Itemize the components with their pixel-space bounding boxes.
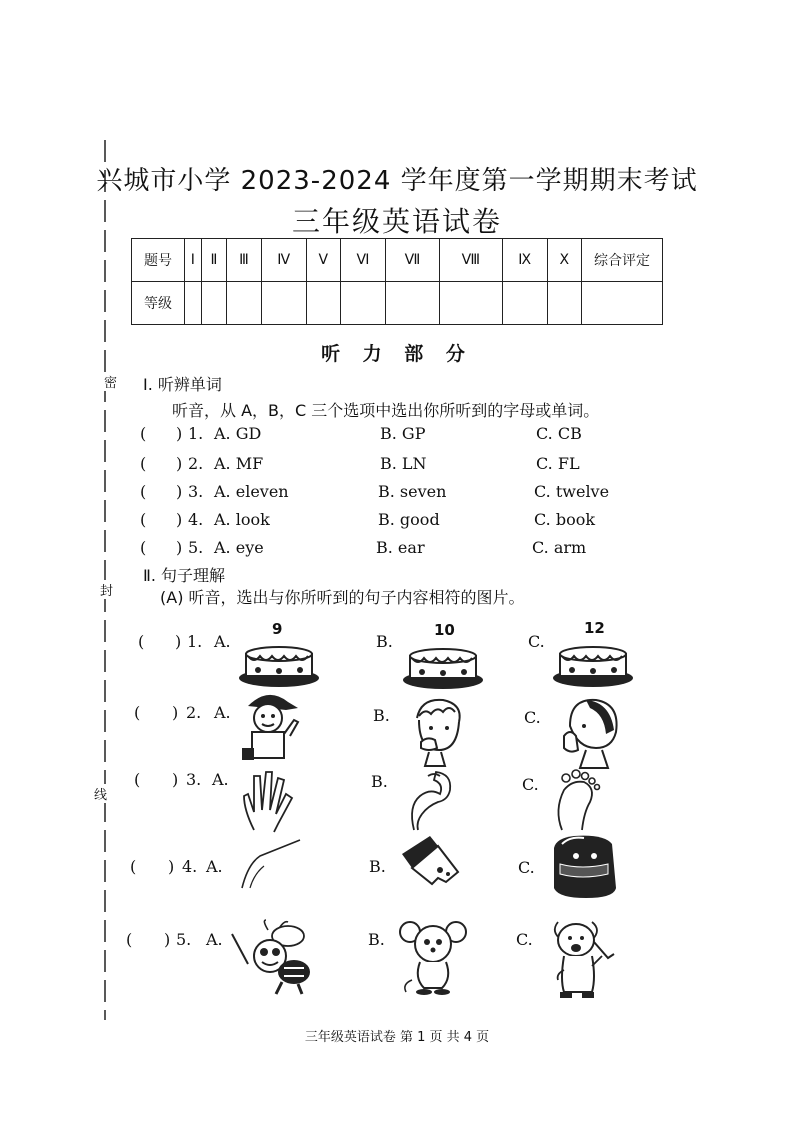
part2-instruction: (A) 听音，选出与你所听到的句子内容相符的图片。 — [160, 588, 525, 607]
answer-paren-close: ) — [176, 510, 183, 529]
question-number: 4. — [188, 510, 204, 529]
col-3: Ⅲ — [227, 239, 261, 282]
answer-paren-close: ) — [172, 770, 179, 789]
grade-cell[interactable] — [547, 282, 581, 325]
answer-paren-open[interactable]: ( — [130, 857, 137, 876]
question-number: 4. — [182, 857, 198, 876]
col-10: Ⅹ — [547, 239, 581, 282]
grade-cell[interactable] — [385, 282, 439, 325]
cake-icon — [238, 638, 320, 688]
answer-paren-close: ) — [176, 424, 183, 443]
option-b: B. — [376, 632, 393, 651]
part2-title: Ⅱ. 句子理解 — [143, 566, 226, 585]
answer-paren-close: ) — [175, 632, 182, 651]
question-number: 5. — [176, 930, 192, 949]
option-c: C. — [528, 632, 545, 651]
option-a: A. eye — [214, 538, 264, 557]
col-4: Ⅳ — [261, 239, 306, 282]
option-a: A. — [206, 857, 223, 876]
option-a: A. GD — [214, 424, 262, 443]
answer-paren-close: ) — [164, 930, 171, 949]
side-mark-feng: 封 — [100, 580, 113, 599]
boy-covering-mouth-icon — [403, 696, 469, 768]
col-6: Ⅵ — [340, 239, 385, 282]
grade-cell[interactable] — [340, 282, 385, 325]
option-b: B. — [373, 706, 390, 725]
page-footer: 三年级英语试卷 第 1 页 共 4 页 — [304, 1030, 490, 1045]
answer-paren-close: ) — [172, 703, 179, 722]
cake-candle-label-9: 9 — [272, 620, 283, 638]
col-7: Ⅶ — [385, 239, 439, 282]
row-label-grade: 等级 — [132, 282, 185, 325]
mouse-icon — [398, 918, 468, 996]
option-c: C. — [518, 858, 535, 877]
child-hand-at-mouth-icon — [556, 696, 622, 772]
question-number: 5. — [188, 538, 204, 557]
option-a: A. — [214, 632, 231, 651]
exam-title: 兴城市小学 2023-2024 学年度第一学期期末考试 — [96, 166, 698, 196]
option-c: C. CB — [536, 424, 582, 443]
part1-title: Ⅰ. 听辨单词 — [143, 375, 222, 394]
grade-cell[interactable] — [261, 282, 306, 325]
option-b: B. GP — [380, 424, 426, 443]
score-table — [131, 238, 663, 325]
pencil-sharpener-icon — [398, 834, 464, 888]
answer-paren-open[interactable]: ( — [140, 454, 147, 473]
answer-paren-close: ) — [176, 538, 183, 557]
option-a: A. — [212, 770, 229, 789]
answer-paren-open[interactable]: ( — [138, 632, 145, 651]
answer-paren-open[interactable]: ( — [140, 538, 147, 557]
question-number: 1. — [188, 424, 204, 443]
ruler-or-line-icon — [240, 838, 302, 890]
answer-paren-open[interactable]: ( — [140, 424, 147, 443]
col-9: Ⅸ — [502, 239, 547, 282]
option-b: B. LN — [380, 454, 427, 473]
question-number: 2. — [186, 703, 202, 722]
dog-singing-icon — [548, 916, 618, 1002]
grade-cell-overall[interactable] — [582, 282, 663, 325]
question-number: 2. — [188, 454, 204, 473]
answer-paren-close: ) — [176, 454, 183, 473]
question-number: 3. — [186, 770, 202, 789]
grade-cell[interactable] — [439, 282, 502, 325]
foot-icon — [552, 768, 606, 832]
option-b: B. good — [378, 510, 440, 529]
option-c: C. — [516, 930, 533, 949]
col-overall: 综合评定 — [582, 239, 663, 282]
row-label-question-number: 题号 — [132, 239, 185, 282]
answer-paren-open[interactable]: ( — [126, 930, 133, 949]
side-mark-xian: 线 — [94, 784, 107, 803]
bee-icon — [228, 918, 320, 998]
grade-cell[interactable] — [227, 282, 261, 325]
cake-icon — [552, 638, 634, 688]
option-c: C. — [522, 775, 539, 794]
boy-with-cap-icon — [238, 686, 302, 762]
option-c: C. arm — [532, 538, 587, 557]
option-b: B. seven — [378, 482, 447, 501]
grade-cell[interactable] — [306, 282, 340, 325]
option-a: A. eleven — [214, 482, 289, 501]
cake-candle-label-10: 10 — [434, 621, 455, 639]
col-8: Ⅷ — [439, 239, 502, 282]
option-c: C. twelve — [534, 482, 610, 501]
option-c: C. FL — [536, 454, 580, 473]
grade-cell[interactable] — [185, 282, 202, 325]
exam-subtitle: 三年级英语试卷 — [291, 205, 502, 238]
section-heading-listening: 听 力 部 分 — [321, 343, 473, 365]
option-c: C. book — [534, 510, 596, 529]
option-b: B. — [368, 930, 385, 949]
question-number: 3. — [188, 482, 204, 501]
part1-instruction: 听音，从 A，B，C 三个选项中选出你所听到的字母或单词。 — [172, 401, 600, 420]
option-b: B. ear — [376, 538, 425, 557]
answer-paren-close: ) — [176, 482, 183, 501]
option-a: A. — [214, 703, 231, 722]
cake-candle-label-12: 12 — [584, 619, 605, 637]
option-b: B. — [371, 772, 388, 791]
option-a: A. MF — [214, 454, 264, 473]
cake-icon — [402, 640, 484, 690]
col-5: Ⅴ — [306, 239, 340, 282]
grade-cell[interactable] — [502, 282, 547, 325]
col-2: Ⅱ — [201, 239, 227, 282]
school-bag-icon — [546, 834, 620, 900]
arm-icon — [404, 770, 456, 832]
answer-paren-open[interactable]: ( — [134, 703, 141, 722]
option-a: A. look — [214, 510, 270, 529]
option-a: A. — [206, 930, 223, 949]
answer-paren-open[interactable]: ( — [134, 770, 141, 789]
col-1: Ⅰ — [185, 239, 202, 282]
option-b: B. — [369, 857, 386, 876]
hand-icon — [240, 768, 300, 832]
side-mark-mi: 密 — [104, 372, 117, 391]
answer-paren-open[interactable]: ( — [140, 510, 147, 529]
option-c: C. — [524, 708, 541, 727]
grade-cell[interactable] — [201, 282, 227, 325]
answer-paren-open[interactable]: ( — [140, 482, 147, 501]
answer-paren-close: ) — [168, 857, 175, 876]
question-number: 1. — [187, 632, 203, 651]
